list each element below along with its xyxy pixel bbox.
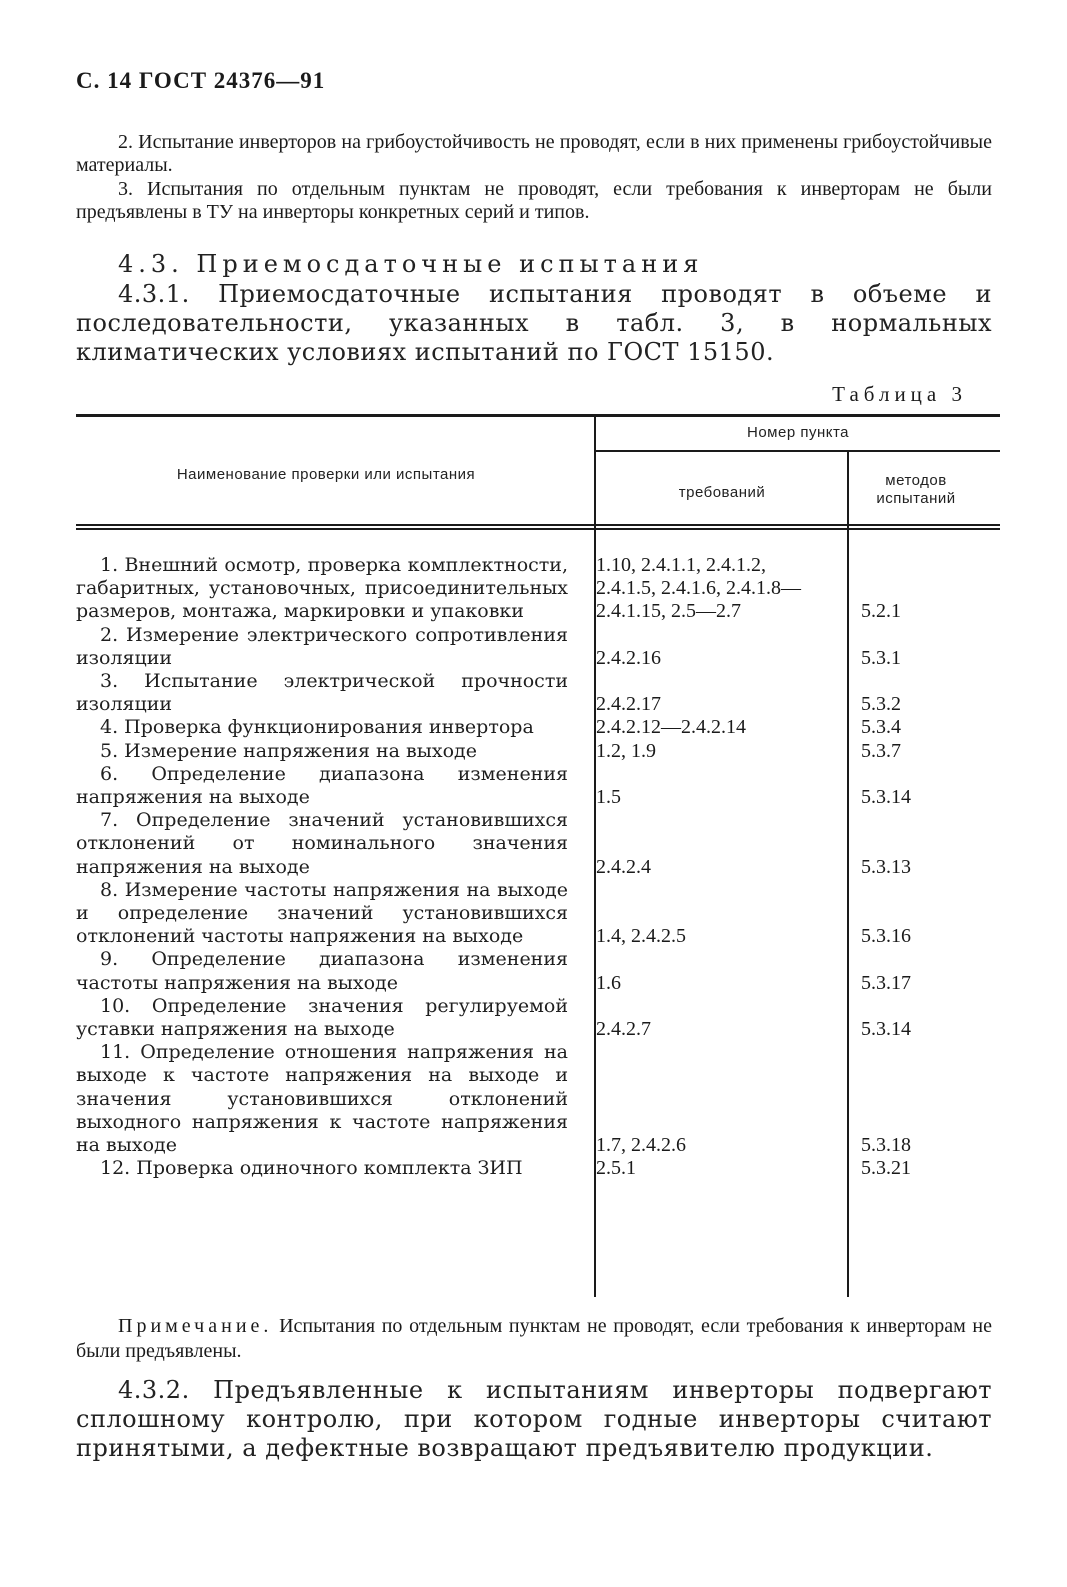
- table-row: [76, 716, 1000, 739]
- row-req: 1.2, 1.9: [596, 739, 656, 762]
- table-header-rule-2: [76, 528, 1000, 530]
- row-req: 1.7, 2.4.2.6: [596, 1134, 686, 1157]
- row-meth: 5.3.1: [861, 646, 901, 669]
- table-header-rule-1: [76, 524, 1000, 526]
- row-name: 6. Определение диапазона изменения напряжения на выходе: [76, 762, 568, 809]
- row-name: 5. Измерение напряжения на выходе: [100, 739, 477, 762]
- table-3: [76, 414, 1000, 1299]
- table-caption: Таблица 3: [832, 382, 967, 406]
- row-name: 12. Проверка одиночного комплекта ЗИП: [100, 1157, 523, 1180]
- row-req: 2.4.2.16: [596, 646, 661, 669]
- table-row: [76, 670, 1000, 716]
- row-req: 2.4.2.4: [596, 855, 651, 878]
- row-meth: 5.3.18: [861, 1134, 911, 1157]
- table-body: [76, 554, 1000, 1180]
- row-req: 1.4, 2.4.2.5: [596, 925, 686, 948]
- table-row: [76, 948, 1000, 994]
- note-2: 2. Испытание инверторов на грибоустойчивость не проводят, если в них применены грибоустойчивые материалы.: [76, 131, 992, 176]
- row-meth: 5.3.13: [861, 855, 911, 878]
- table-top-rule: [76, 414, 1000, 417]
- row-name: 2. Измерение электрического сопротивления изоляции: [76, 623, 568, 669]
- table-row: [76, 554, 1000, 624]
- row-req: 1.5: [596, 786, 621, 809]
- row-req: 2.4.2.12—2.4.2.14: [596, 716, 746, 739]
- paragraph-4-3-1: 4.3.1. Приемосдаточные испытания проводят в объеме и последовательности, указанных в табл. 3, в нормальных климатических условиях испытаний по ГОСТ 15150.: [76, 280, 992, 366]
- header-meth-col: методов испытаний: [876, 472, 956, 507]
- section-title: 4.3. Приемосдаточные испытания: [118, 250, 704, 278]
- note-3: 3. Испытания по отдельным пунктам не проводят, если требования к инверторам не были предъявлены в ТУ на инверторы конкретных серий и типов.: [76, 178, 992, 223]
- row-name: 11. Определение отношения напряжения на выходе к частоте напряжения на выходе и значения установившихся отклонений выходного напряжения к частоте напряжения на выходе: [76, 1041, 568, 1157]
- row-meth: 5.2.1: [861, 600, 901, 623]
- row-meth: 5.3.4: [861, 716, 901, 739]
- table-row: [76, 624, 1000, 670]
- row-req: 1.6: [596, 971, 621, 994]
- row-meth: 5.3.17: [861, 971, 911, 994]
- row-meth: 5.3.21: [861, 1157, 911, 1180]
- row-name: 3. Испытание электрической прочности изоляции: [76, 670, 568, 716]
- row-name: 9. Определение диапазона изменения частоты напряжения на выходе: [76, 948, 568, 994]
- row-meth: 5.3.14: [861, 1018, 911, 1041]
- row-req: 2.4.2.17: [596, 693, 661, 716]
- table-row: [76, 879, 1000, 949]
- row-meth: 5.3.2: [861, 693, 901, 716]
- row-req: 2.5.1: [596, 1157, 636, 1180]
- table-row: [76, 809, 1000, 879]
- table-row: [76, 763, 1000, 809]
- table-row: [76, 1157, 1000, 1180]
- row-meth: 5.3.14: [861, 786, 911, 809]
- page-header: С. 14 ГОСТ 24376—91: [76, 68, 326, 93]
- table-row: [76, 1041, 1000, 1157]
- header-req-col: требований: [678, 484, 766, 501]
- header-name-col: Наименование проверки или испытания: [176, 466, 476, 483]
- row-req: 1.10, 2.4.1.1, 2.4.1.2, 2.4.1.5, 2.4.1.6, 2.4.1.8—2.4.1.15, 2.5—2.7: [596, 554, 801, 623]
- row-name: 4. Проверка функционирования инвертора: [100, 716, 534, 739]
- table-group-rule: [596, 450, 1000, 452]
- row-name: 7. Определение значений установившихся отклонений от номинального значения напряжения на выходе: [76, 809, 568, 878]
- row-meth: 5.3.16: [861, 925, 911, 948]
- table-row: [76, 740, 1000, 763]
- row-name: 1. Внешний осмотр, проверка комплектности, габаритных, установочных, присоединительных размеров, монтажа, маркировки и упаковки: [76, 554, 568, 623]
- row-req: 2.4.2.7: [596, 1018, 651, 1041]
- header-group: Номер пункта: [746, 424, 850, 441]
- row-name: 10. Определение значения регулируемой уставки напряжения на выходе: [76, 994, 568, 1041]
- table-row: [76, 995, 1000, 1041]
- table-note: Примечание. Испытания по отдельным пунктам не проводят, если требования к инверторам не были предъявлены.: [76, 1315, 992, 1362]
- row-meth: 5.3.7: [861, 739, 901, 762]
- paragraph-4-3-2: 4.3.2. Предъявленные к испытаниям инверторы подвергают сплошному контролю, при котором годные инверторы считают принятыми, а дефектные возвращают предъявителю продукции.: [76, 1376, 992, 1462]
- row-name: 8. Измерение частоты напряжения на выходе и определение значений установившихся отклонений частоты напряжения на выходе: [76, 878, 568, 948]
